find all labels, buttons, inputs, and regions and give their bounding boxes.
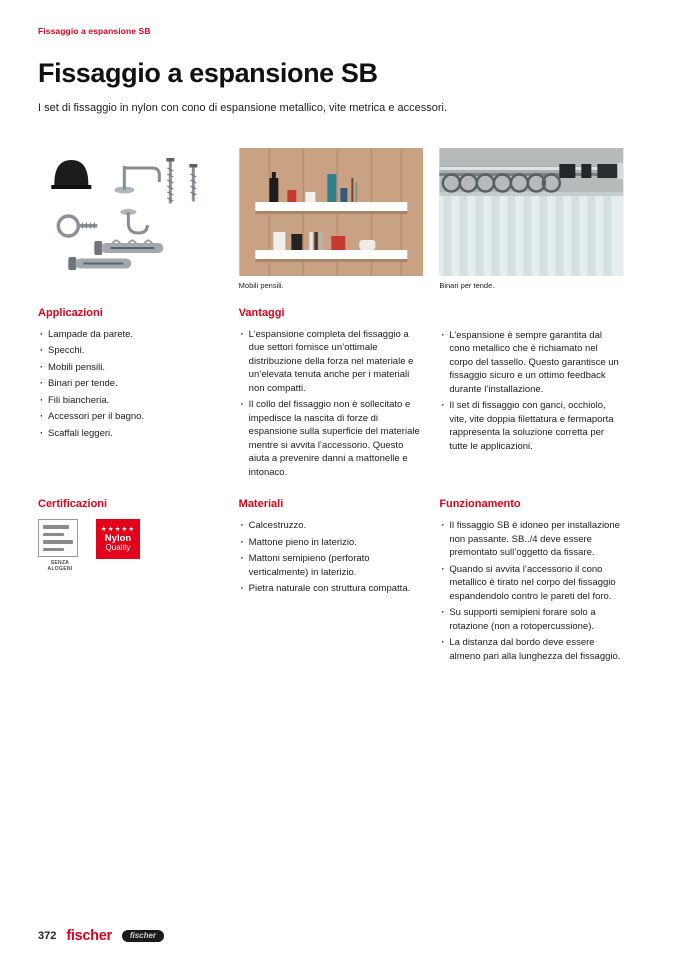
figure-product (38, 148, 223, 290)
section-vantaggi-continued (439, 307, 624, 482)
curtain-rail-photo-illustration (439, 148, 624, 276)
list-item: · Mattoni semipieno (perforato verticalmente) in laterizio. (239, 552, 424, 579)
list-item: · Scaffali leggeri. (38, 427, 223, 440)
nylon-badge-line2: Quality (105, 543, 131, 553)
figure-shelves (239, 148, 424, 290)
list-item: · L’espansione completa del fissaggio a due settori fornisce un’ottimale distribuzione della forza nel materiale e un’elevata tenuta anche per i materiali non compatti. (239, 328, 424, 395)
section-certificazioni (38, 498, 223, 666)
halogen-free-label: SENZA ALOGENI (47, 560, 73, 573)
fischer-logo-badge-text: fischer (129, 931, 157, 940)
nylon-quality-badge (96, 519, 140, 559)
list-item: · Fili biancheria. (38, 394, 223, 407)
applicazioni-list (38, 328, 223, 440)
list-item: · Il collo del fissaggio non è sollecitato e impedisce la nascita di forze di espansione sulla superficie del materiale mentre si avvita l’accessorio. Questo aiuta a prevenire danni a mattonelle e intonaco. (239, 398, 424, 479)
content-row-2 (38, 498, 624, 666)
figures-row (38, 148, 624, 290)
section-vantaggi (239, 307, 424, 482)
materiali-heading: Materiali (238, 498, 284, 511)
fischer-logo-badge (122, 930, 164, 942)
list-item: · Il fissaggio SB è idoneo per installazione non passante. SB../4 deve essere premontato sull’oggetto da fissare. (439, 519, 624, 559)
figure-caption: Binari per tende. (439, 281, 495, 290)
halogen-free-certificate (38, 519, 82, 572)
figure-curtain (439, 148, 624, 290)
list-item: · Il set di fissaggio con ganci, occhiolo, vite, vite doppia filettatura e fermaporta rappresenta la soluzione corretta per tutte le applicazioni. (439, 399, 624, 453)
stars-icon: ★★★★★ (100, 525, 136, 533)
certification-badges (38, 519, 223, 572)
list-item: · L’espansione è sempre garantita dal cono metallico che è richiamato nel corpo del tassello. Questo garantisce un fissaggio sicuro e un ottimo feedback durante l’installazione. (439, 329, 624, 396)
vantaggi-list-col2 (439, 329, 624, 453)
figure-caption (38, 281, 223, 290)
list-item: · Mattone pieno in laterizio. (239, 536, 424, 549)
list-item: · Su supporti semipieni forare solo a rotazione (non a rotopercussione). (439, 606, 624, 633)
heading-spacer (439, 307, 624, 329)
list-item: · Accessori per il bagno. (38, 410, 223, 423)
section-funzionamento (439, 498, 624, 666)
section-applicazioni (38, 307, 223, 482)
certificazioni-heading: Certificazioni (38, 498, 108, 511)
funzionamento-list (439, 519, 624, 663)
list-item: · Pietra naturale con struttura compatta. (239, 582, 424, 595)
list-item: · La distanza dal bordo deve essere almeno pari alla lunghezza del fissaggio. (439, 636, 624, 663)
vantaggi-list-col1 (239, 328, 424, 479)
page-title: Fissaggio a espansione SB (38, 58, 378, 88)
running-head: Fissaggio a espansione SB (38, 26, 151, 36)
list-item: · Mobili pensili. (38, 361, 223, 374)
list-item: · Calcestruzzo. (239, 519, 424, 532)
vantaggi-heading: Vantaggi (238, 307, 285, 319)
nylon-badge-line1: Nylon (104, 532, 132, 544)
section-materiali (239, 498, 424, 666)
page-subtitle: I set di fissaggio in nylon con cono di espansione metallico, vite metrica e accessori. (38, 102, 448, 114)
list-item: · Binari per tende. (38, 377, 223, 390)
list-item: · Quando si avvita l’accessorio il cono metallico è tirato nel corpo del fissaggio espandendolo contro le pareti del foro. (439, 563, 624, 603)
certificate-stamp-icon (38, 519, 78, 557)
fischer-wordmark: fischer (66, 928, 112, 944)
list-item: · Lampade da parete. (38, 328, 223, 341)
materiali-list (239, 519, 424, 595)
applicazioni-heading: Applicazioni (38, 307, 103, 319)
content-row-1 (38, 307, 624, 482)
shelves-photo-illustration (239, 148, 424, 276)
list-item: · Specchi. (38, 344, 223, 357)
page-footer (38, 928, 164, 944)
funzionamento-heading: Funzionamento (439, 498, 521, 511)
product-photo-illustration (38, 148, 223, 276)
page-number: 372 (38, 930, 57, 942)
figure-caption: Mobili pensili. (238, 281, 284, 290)
